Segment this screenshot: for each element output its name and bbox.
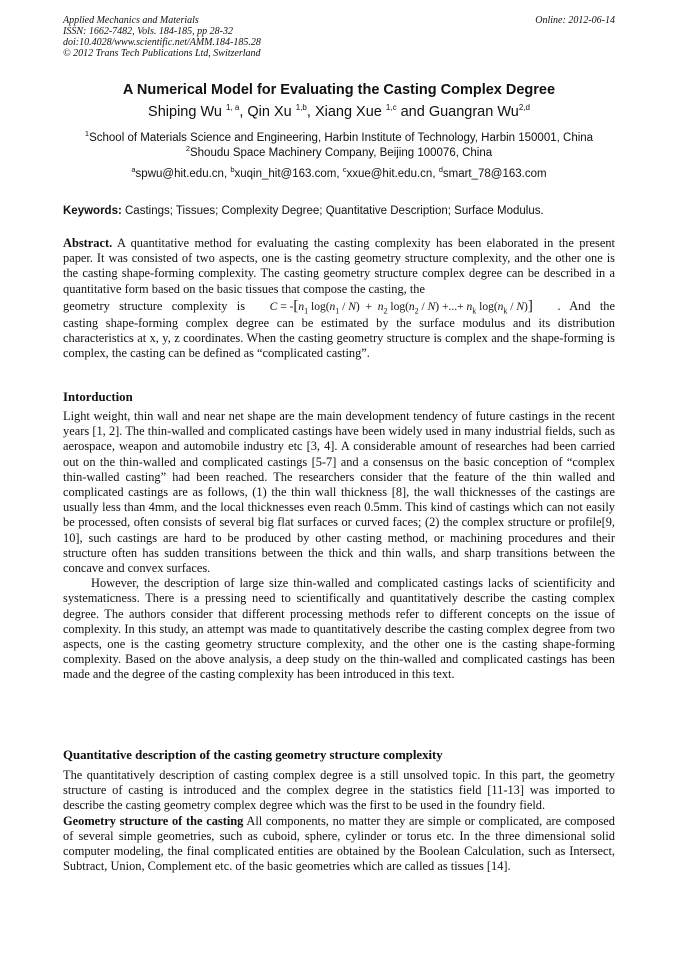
equation-subscript: 1 <box>304 306 309 316</box>
quantitative-paragraph-2-text: All components, no matter they are simple or complicated, are composed of several simple geometries, such as cuboid, sphere, cylinder or torus etc. In the three dimensional solid computer modeling, the final complicated entities are obtained by the Boolean Calculation, such as Intersect, Subtract, Union, Complement etc. of the basic geometries which are called as tissues [14]. <box>63 813 615 874</box>
affiliation-2 <box>40 146 638 161</box>
author-affiliation-marker: 1,b <box>295 103 307 113</box>
email-marker: b <box>230 165 235 175</box>
quantitative-body <box>63 768 615 874</box>
equation-subscript: k <box>472 306 477 316</box>
affiliation-marker: 1 <box>84 129 90 139</box>
section-heading-introduction: Intorduction <box>63 390 133 404</box>
equation-ellipsis: ... <box>448 300 458 313</box>
equation-symbol: n <box>408 300 415 313</box>
email-marker: a <box>131 165 136 175</box>
equation-symbol: n <box>497 300 504 313</box>
keywords-text: Castings; Tissues; Complexity Degree; Quantitative Description; Surface Modulus. <box>125 205 544 217</box>
equation-bracket: ] <box>527 297 533 314</box>
equation-subscript: k <box>503 306 508 316</box>
journal-header <box>63 15 615 59</box>
abstract-equation-line <box>63 297 615 316</box>
equation-operator: + <box>442 300 449 313</box>
introduction-body <box>63 409 615 683</box>
equation-symbol: n <box>298 300 305 313</box>
affiliation-text: School of Materials Science and Engineering, Harbin Institute of Technology, Harbin 150001, China <box>89 132 594 144</box>
email-address[interactable]: xuqin_hit@163.com <box>234 168 337 180</box>
equation-operator: + <box>365 300 373 313</box>
equation-operator: + <box>457 300 464 313</box>
equation-subscript: 1 <box>335 306 340 316</box>
section-heading-quantitative: Quantitative description of the casting geometry structure complexity <box>63 748 443 762</box>
paper-title: A Numerical Model for Evaluating the Casting Complex Degree <box>122 82 556 98</box>
keywords-label: Keywords: <box>63 205 122 217</box>
author-separator: , <box>239 104 248 120</box>
author-list <box>40 103 638 121</box>
abstract-text-part1: A quantitative method for evaluating the casting complexity has been elaborated in the present paper. It was consisted of two aspects, one is the casting geometry structure complexity, and the other one is the casting shape-forming complexity. The casting geometry structure complex degree can be described in a quantitative form based on the basic tissues that compose the casting, the <box>63 236 615 296</box>
equation-symbol: n <box>466 300 473 313</box>
online-date: Online: 2012-06-14 <box>535 15 615 26</box>
abstract-label: Abstract. <box>63 236 113 250</box>
email-address[interactable]: xxue@hit.edu.cn <box>346 168 433 180</box>
keywords <box>63 204 623 218</box>
email-marker: c <box>342 165 347 175</box>
author-affiliation-marker: 2,d <box>518 103 530 113</box>
equation-symbol: n <box>329 300 336 313</box>
email-address[interactable]: smart_78@163.com <box>442 168 547 180</box>
author-separator: and <box>396 104 429 120</box>
quantitative-paragraph-1: The quantitatively description of casting complex degree is a still unsolved topic. In this part, the geometry structure of casting is introduced and the complex degree in the statistics field [11-13] was imported to describe the casting geometry complex degree which was the first to be used in the foundry field. <box>63 768 615 813</box>
email-address[interactable]: spwu@hit.edu.cn <box>135 168 224 180</box>
author-name: Guangran Wu <box>428 104 519 120</box>
abstract-text-part2: casting shape-forming complex degree can be estimated by the surface modulus and its distribution characteristics at x, y, z coordinates. When the casting geometry structure is complex and the shape-forming is complex, the casting can be defined as “complicated casting”. <box>63 315 615 361</box>
abstract-equation-lead: geometry structure complexity is <box>63 298 246 313</box>
affiliation-1 <box>40 131 638 146</box>
author-affiliation-marker: 1,c <box>385 103 397 113</box>
equation-subscript: 2 <box>383 306 388 316</box>
author-name: Qin Xu <box>247 104 292 120</box>
author-separator: , <box>306 104 315 120</box>
equation-symbol: n <box>377 300 384 313</box>
equation-subscript: 2 <box>414 306 419 316</box>
introduction-paragraph-1: Light weight, thin wall and near net shape are the main development tendency of future castings in the recent years [1, 2]. The thin-walled and complicated castings have been widely used in many industrial fields, such as aerospace, weapon and automobile industry etc [3, 4]. A considerable amount of researches had been carried out on the thin-walled and complicated castings [5-7] and a consensus on the basic conception of “complex thin-walled casting” had been reached. The researchers consider that the feature of the thin walled and complicated castings are as follows, (1) the thin wall thickness [8], the wall thicknesses of the castings are usually less than 4mm, and the local thicknesses even reach 0.5mm. This kind of castings which can not easily be processed, often consists of several big flat surfaces or curved faces; (2) the complex structure or profile[9, 10], such castings are hard to be produced by other casting method, or machining procedures and their structure often has sudden transitions between the thick and thin walls, and sharp transitions between the concave and convex surfaces. <box>63 409 615 576</box>
author-affiliation-marker: 1, a <box>225 103 240 113</box>
journal-name: Applied Mechanics and Materials <box>63 15 199 26</box>
affiliation-text: Shoudu Space Machinery Company, Beijing 100076, China <box>189 147 493 159</box>
abstract <box>63 236 615 361</box>
introduction-paragraph-2: However, the description of large size thin-walled and complicated castings lacks of scientificity and systematicness. There is a pressing need to scientifically and quantitatively describe the casting complex degree. The authors consider that different processing methods refer to different concepts on the issue of complexity. In this study, an attempt was made to quantitatively describe the casting complex degree from two aspects, one is the casting geometry structure complexity, and the other one is the casting shape-forming complexity. Based on the above analysis, a deep study on the thin-walled and complicated castings has been made and the degree of the casting complexity has been introduced in this text. <box>63 576 615 682</box>
email-list: $^a$spwu@hit.edu.cn, $^b$xuqin_hit@163.com, $^c$xxue@hit.edu.cn, $^d$smart_78@163.com <box>131 165 547 180</box>
email-marker: d <box>438 165 443 175</box>
complexity-equation: $C = -[n_1$ $\log(n_1 / N) + n_2$ $\log(n_2 / N)$ +...+ $n_k$ $\log(n_k / N)$] <box>269 297 533 316</box>
doi-line: doi:10.4028/www.scientific.net/AMM.184-185.28 <box>63 37 261 48</box>
issn-line: ISSN: 1662-7482, Vols. 184-185, pp 28-32 <box>63 26 233 37</box>
copyright-line: © 2012 Trans Tech Publications Ltd, Switzerland <box>63 48 261 59</box>
equation-operator: = - <box>280 300 294 313</box>
author-name: Shiping Wu <box>148 104 222 120</box>
subsection-label-geometry-structure: Geometry structure of the casting <box>63 813 244 828</box>
affiliation-marker: 2 <box>185 144 190 154</box>
equation-symbol: C <box>269 300 278 313</box>
equation-bracket: [ <box>293 297 299 314</box>
abstract-equation-tail: . And the <box>557 298 615 313</box>
author-name: Xiang Xue <box>314 104 382 120</box>
quantitative-paragraph-2 <box>63 814 615 875</box>
